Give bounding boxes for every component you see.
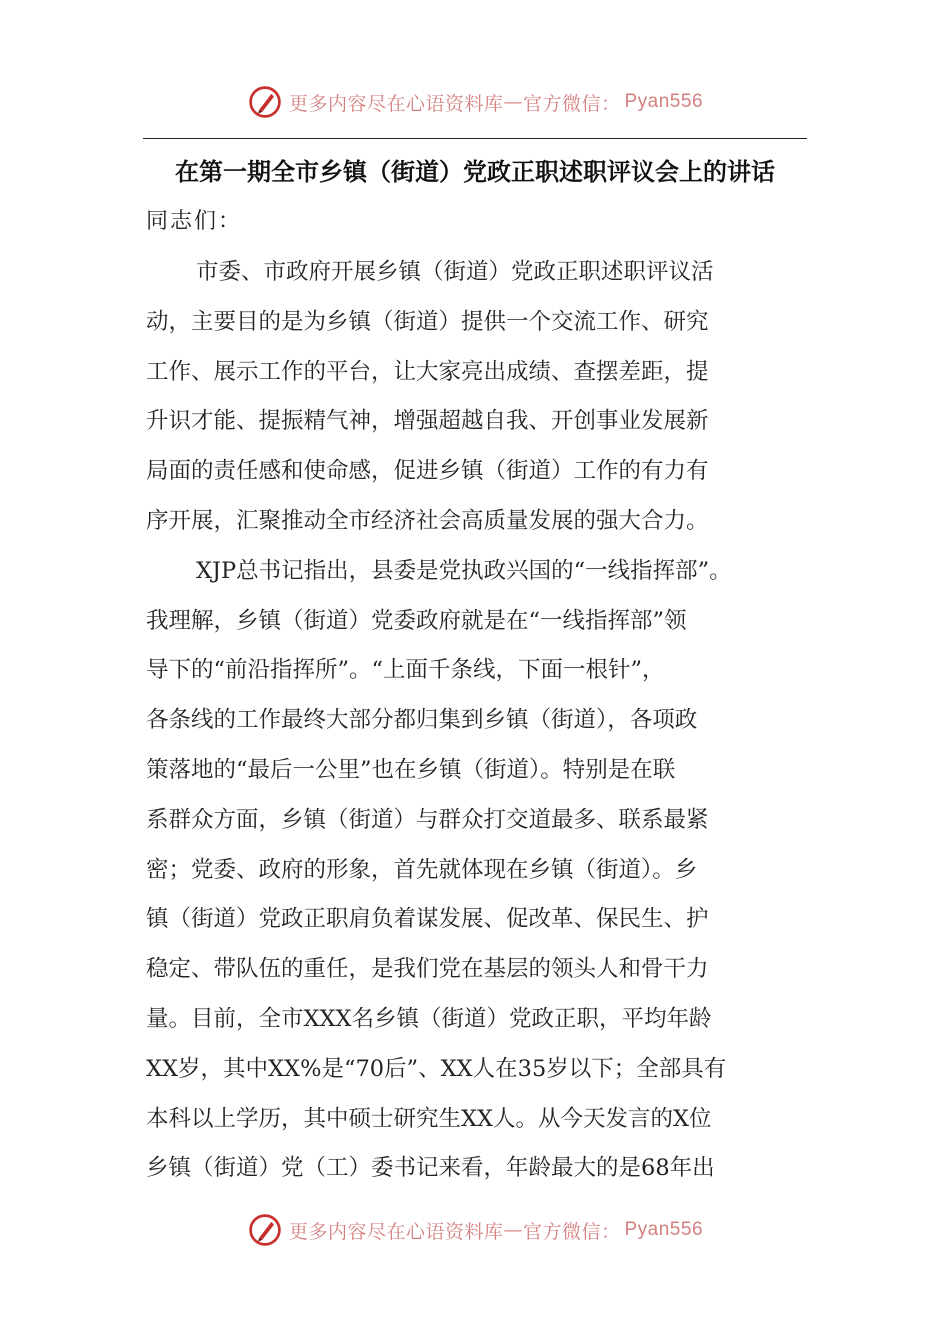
text-line: 本科以上学历，其中硕士研究生XX人。从今天发言的X位 xyxy=(146,1105,712,1132)
text-line: 密；党委、政府的形象，首先就体现在乡镇（街道）。乡 xyxy=(146,856,698,883)
text-line: 量。目前，全市XXX名乡镇（街道）党政正职，平均年龄 xyxy=(146,1005,712,1032)
watermark-contact-id: Pyan556 xyxy=(624,91,704,112)
pen-circle-logo-icon xyxy=(247,84,283,120)
pen-circle-logo-icon xyxy=(247,1212,283,1248)
text-line: 各条线的工作最终大部分都归集到乡镇（街道），各项政 xyxy=(146,707,698,734)
text-line: 工作、展示工作的平台，让大家亮出成绩、查摆差距，提 xyxy=(146,358,709,385)
watermark-brand: 更多内容尽在心语资料库 xyxy=(288,1220,504,1243)
salutation: 同志们： xyxy=(146,209,243,234)
watermark-contact-label: 官方微信： xyxy=(522,92,621,115)
text-line: 镇（街道）党政正职肩负着谋发展、促改革、保民生、护 xyxy=(146,906,709,933)
header-divider xyxy=(143,138,807,139)
text-line: 乡镇（街道）党（工）委书记来看，年龄最大的是68年出 xyxy=(146,1155,715,1182)
text-line: 系群众方面，乡镇（街道）与群众打交道最多、联系最紧 xyxy=(146,806,709,833)
text-line: 局面的责任感和使命感，促进乡镇（街道）工作的有力有 xyxy=(146,458,709,485)
text-line: 我理解，乡镇（街道）党委政府就是在“一线指挥部”领 xyxy=(146,607,687,634)
watermark-contact-label: 官方微信： xyxy=(522,1220,621,1243)
header-watermark xyxy=(0,82,950,122)
watermark-contact-id: Pyan556 xyxy=(624,1219,704,1240)
text-line: 策落地的“最后一公里”也在乡镇（街道）。特别是在联 xyxy=(146,756,676,783)
text-line: 动，主要目的是为乡镇（街道）提供一个交流工作、研究 xyxy=(146,308,709,335)
text-line: 序开展，汇聚推动全市经济社会高质量发展的强大合力。 xyxy=(146,507,709,534)
document-title: 在第一期全市乡镇（街道）党政正职述职评议会上的讲话 xyxy=(175,158,775,186)
text-line: XJP总书记指出，县委是党执政兴国的“一线指挥部”。 xyxy=(196,557,732,584)
text-line: XX岁，其中XX%是“70后”、XX人在35岁以下；全部具有 xyxy=(146,1055,727,1082)
watermark-dash: — xyxy=(503,1219,523,1241)
watermark-dash: — xyxy=(503,91,523,113)
footer-watermark xyxy=(0,1210,950,1250)
body-text xyxy=(146,248,826,1194)
text-line: 升识才能、提振精气神，增强超越自我、开创事业发展新 xyxy=(146,408,709,435)
text-line: 稳定、带队伍的重任，是我们党在基层的领头人和骨干力 xyxy=(146,956,709,983)
watermark-brand: 更多内容尽在心语资料库 xyxy=(288,92,504,115)
text-line: 导下的“前沿指挥所”。“上面千条线，下面一根针”， xyxy=(146,657,665,684)
text-line: 市委、市政府开展乡镇（街道）党政正职述职评议活 xyxy=(196,259,714,285)
